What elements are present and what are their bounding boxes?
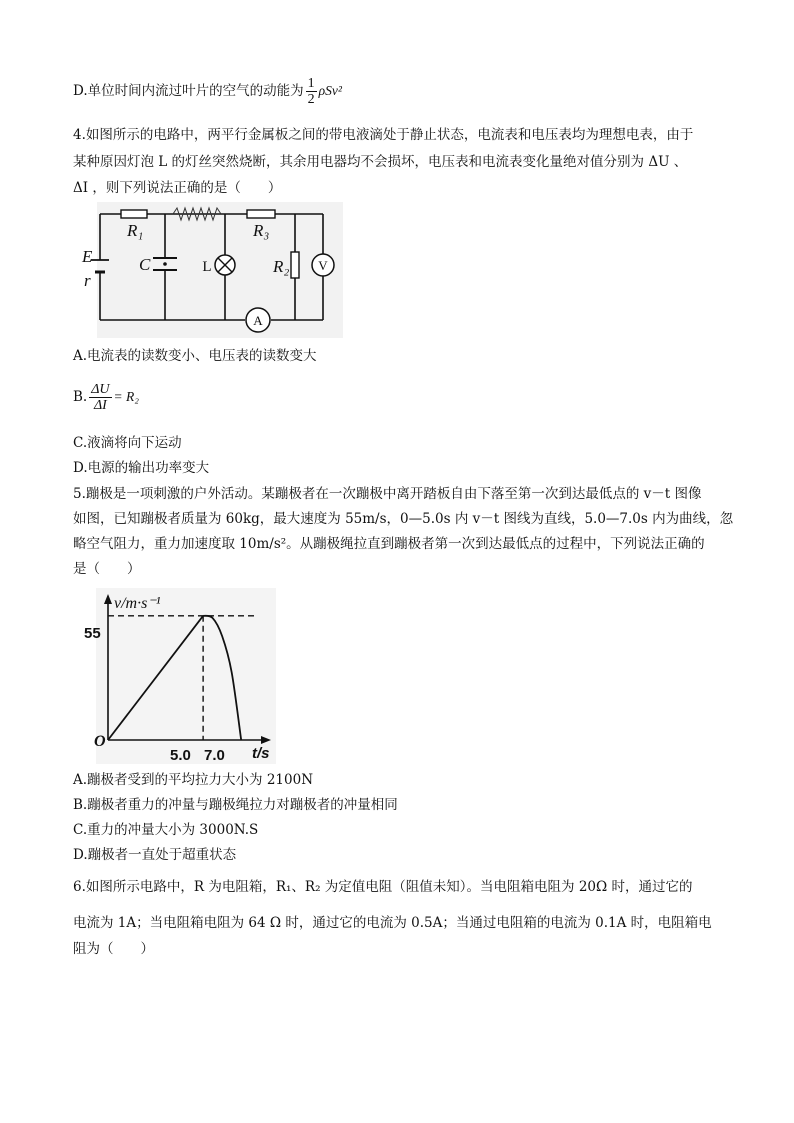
q4-option-b-fraction: [89, 382, 111, 413]
q3-fraction: [306, 76, 317, 107]
q3-option-d-suffix: ρSv²: [318, 83, 342, 98]
lamp-icon: [215, 255, 235, 275]
q3-option-d-prefix: D.单位时间内流过叶片的空气的动能为: [73, 83, 304, 99]
q4-option-b: [73, 382, 139, 413]
label-r3: R₃: [253, 221, 270, 240]
q6-stem-line-1: 6.如图所示电路中，R 为电阻箱，R₁、R₂ 为定值电阻（阻值未知）。当电阻箱电阻为 20Ω 时，通过它的: [73, 879, 693, 895]
q4-stem-line-3: ΔI ，则下列说法正确的是（ ）: [73, 180, 282, 196]
resistor-r1: [121, 210, 147, 218]
q4-fraction-num: ΔU: [91, 382, 110, 397]
label-ammeter: A: [253, 313, 263, 328]
q6-stem-line-2: 电流为 1A；当电阻箱电阻为 64 Ω 时，通过它的电流为 0.5A；当通过电阻箱的电流为 0.1A 时，电阻箱电: [73, 915, 712, 931]
charged-droplet: [163, 262, 167, 266]
y-tick-55: 55: [84, 625, 101, 642]
label-voltmeter: V: [318, 258, 328, 273]
q5-option-a: A.蹦极者受到的平均拉力大小为 2100N: [73, 772, 314, 788]
q5-stem-line-2: 如图，已知蹦极者质量为 60kg，最大速度为 55m/s，0—5.0s 内 v－t 图线为直线，5.0—7.0s 内为曲线，忽: [73, 511, 734, 527]
q5-stem-line-1: 5.蹦极是一项刺激的户外活动。某蹦极者在一次蹦极中离开踏板自由下落至第一次到达最低点的 v－t 图像: [73, 486, 702, 502]
label-internal-resistance: r: [84, 271, 91, 290]
q4-option-b-prefix: B.: [73, 389, 88, 405]
q4-fraction-den: ΔI: [93, 398, 107, 413]
q5-option-d: D.蹦极者一直处于超重状态: [73, 847, 237, 863]
label-r2: R₂: [273, 257, 290, 276]
x-tick-7: 7.0: [204, 747, 225, 764]
label-capacitor: C: [139, 255, 151, 274]
q4-option-a: A.电流表的读数变小、电压表的读数变大: [73, 348, 317, 364]
x-axis-label: t/s: [252, 745, 270, 762]
q4-circuit-diagram: [82, 202, 343, 338]
q5-stem-line-3: 略空气阻力，重力加速度取 10m/s²。从蹦极绳拉直到蹦极者第一次到达最低点的过程中，下列说法正确的: [73, 536, 705, 552]
q3-fraction-num: 1: [307, 76, 315, 91]
q4-stem-line-2: 某种原因灯泡 L 的灯丝突然烧断，其余用电器均不会损坏，电压表和电流表变化量绝对值分别为 ΔU 、: [73, 154, 688, 170]
q3-fraction-den: 2: [307, 92, 315, 107]
q5-stem-line-4: 是（ ）: [73, 561, 141, 577]
origin-label: O: [94, 733, 106, 750]
q5-option-b: B.蹦极者重力的冲量与蹦极绳拉力对蹦极者的冲量相同: [73, 797, 398, 813]
y-axis-label: v/m·s⁻¹: [114, 595, 161, 612]
q4-option-b-suffix: = R₂: [113, 389, 139, 404]
q3-option-d: [73, 76, 342, 107]
q4-option-c: C.液滴将向下运动: [73, 435, 182, 451]
q5-vt-graph: [84, 588, 276, 764]
x-tick-5: 5.0: [170, 747, 191, 764]
resistor-r2: [291, 252, 299, 278]
label-r1: R₁: [127, 221, 144, 240]
q4-stem-line-1: 4.如图所示的电路中，两平行金属板之间的带电液滴处于静止状态，电流表和电压表均为理想电表，由于: [73, 127, 694, 143]
q4-option-d: D.电源的输出功率变大: [73, 460, 210, 476]
label-lamp: L: [202, 259, 212, 275]
q6-stem-line-3: 阻为（ ）: [73, 941, 154, 957]
resistor-r3: [247, 210, 275, 218]
q5-option-c: C.重力的冲量大小为 3000N.S: [73, 822, 259, 838]
label-emf: E: [82, 247, 93, 266]
